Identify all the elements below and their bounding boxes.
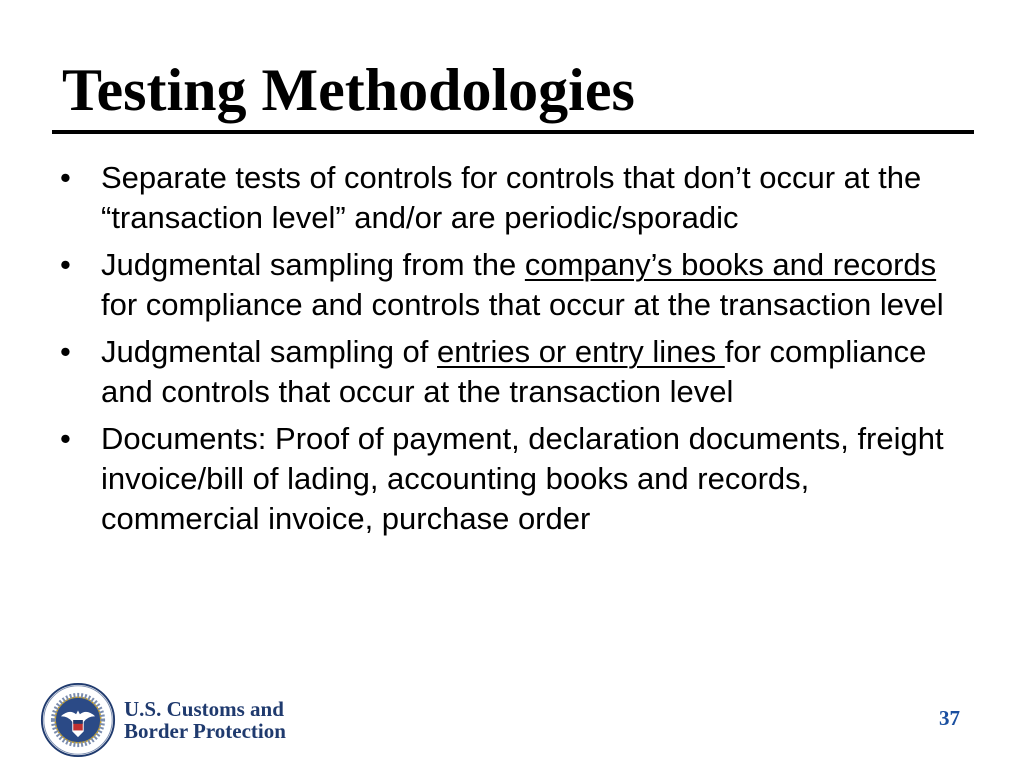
title-divider <box>52 130 974 134</box>
underlined-phrase: company’s books and records <box>524 247 937 282</box>
bullet-text: Documents: Proof of payment, declaration documents, freight invoice/bill of lading, accounting books and records, commercial invoice, purchase order <box>101 421 944 536</box>
bullet-marker: • <box>60 334 71 369</box>
bullet-item <box>60 245 950 325</box>
underlined-phrase: entries or entry lines <box>437 334 725 369</box>
agency-name-line2: Border Protection <box>124 719 286 743</box>
bullet-text: Separate tests of controls for controls that don’t occur at the “transaction level” and/or are periodic/sporadic <box>101 160 922 235</box>
bullet-marker: • <box>60 421 71 456</box>
bullet-text: Judgmental sampling from the <box>101 247 525 282</box>
dhs-seal-icon <box>40 682 116 758</box>
bullet-list <box>60 158 950 546</box>
bullet-text: for compliance and controls that occur at the transaction level <box>101 287 944 322</box>
bullet-text: for compliance and controls that occur at the transaction level <box>101 334 927 409</box>
bullet-marker: • <box>60 160 71 195</box>
bullet-marker: • <box>60 247 71 282</box>
slide-title: Testing Methodologies <box>62 57 635 123</box>
bullet-item <box>60 158 950 238</box>
bullet-item <box>60 332 950 412</box>
page-number: 37 <box>939 706 960 730</box>
bullet-text: Judgmental sampling of <box>101 334 438 369</box>
agency-logo <box>40 682 286 758</box>
bullet-item <box>60 419 950 539</box>
agency-name-line1: U.S. Customs and <box>124 697 284 721</box>
